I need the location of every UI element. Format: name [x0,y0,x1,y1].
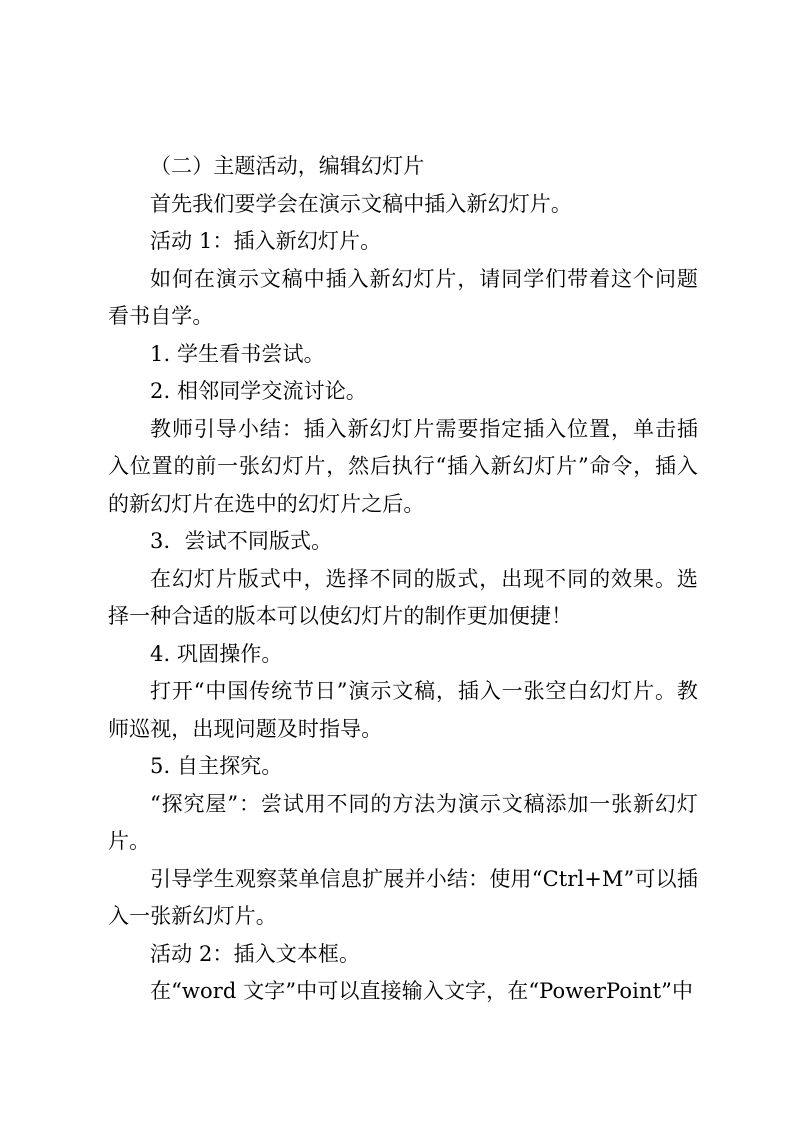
teacher-summary: 教师引导小结：插入新幻灯片需要指定插入位置，单击插入位置的前一张幻灯片，然后执行“插入新幻灯片”命令，插入的新幻灯片在选中的幻灯片之后。 [108,416,698,516]
step-1: 1. 学生看书尝试。 [150,341,325,366]
intro-paragraph: 首先我们要学会在演示文稿中插入新幻灯片。 [150,191,572,216]
document-body [108,148,698,1011]
layout-paragraph: 在幻灯片版式中，选择不同的版式，出现不同的效果。选择一种合适的版本可以使幻灯片的制作更加便捷！ [108,566,698,628]
activity-1-heading: 活动 1：插入新幻灯片。 [150,229,382,253]
textbox-paragraph: 在“word 文字”中可以直接输入文字，在“PowerPoint”中 [150,979,694,1003]
explore-paragraph: “探究屋”：尝试用不同的方法为演示文稿添加一张新幻灯片。 [108,791,698,853]
step-2: 2. 相邻同学交流讨论。 [150,379,367,403]
practice-paragraph: 打开“中国传统节日”演示文稿，插入一张空白幻灯片。教师巡视，出现问题及时指导。 [108,679,698,741]
activity-1-question: 如何在演示文稿中插入新幻灯片，请同学们带着这个问题看书自学。 [108,266,698,328]
shortcut-summary: 引导学生观察菜单信息扩展并小结：使用“Ctrl+M”可以插入一张新幻灯片。 [108,866,698,928]
activity-2-heading: 活动 2：插入文本框。 [150,941,361,966]
section-heading: （二）主题活动，编辑幻灯片 [150,154,425,178]
step-3: 3．尝试不同版式。 [150,529,333,553]
step-4: 4. 巩固操作。 [150,641,283,666]
step-5: 5. 自主探究。 [150,754,283,778]
